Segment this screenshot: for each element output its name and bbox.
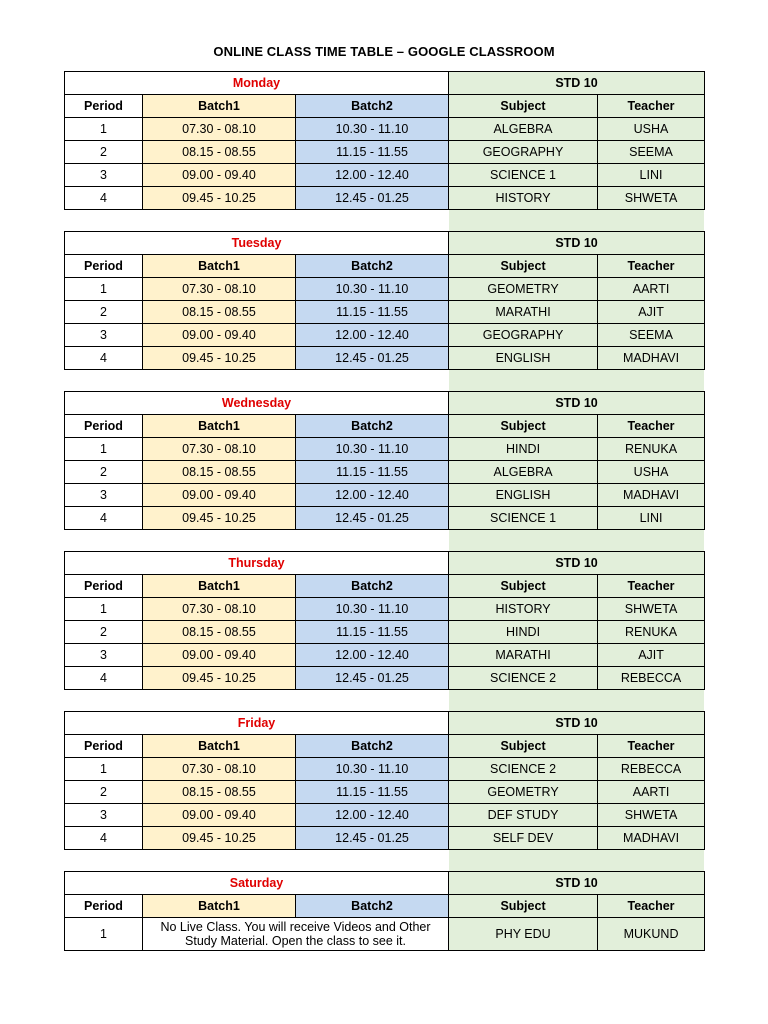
period-number: 4: [65, 347, 143, 370]
table-row: [65, 187, 705, 210]
table-row: [65, 438, 705, 461]
header-batch1: Batch1: [143, 895, 296, 918]
subject-cell: HISTORY: [449, 187, 598, 210]
period-number: 4: [65, 507, 143, 530]
std-label: STD 10: [449, 872, 705, 895]
table-row: [65, 278, 705, 301]
batch1-time: 08.15 - 08.55: [143, 141, 296, 164]
subject-cell: GEOGRAPHY: [449, 324, 598, 347]
batch1-time: 09.45 - 10.25: [143, 187, 296, 210]
table-row: [65, 644, 705, 667]
batch1-time: 09.45 - 10.25: [143, 667, 296, 690]
day-name: Thursday: [65, 552, 449, 575]
batch1-time: 09.00 - 09.40: [143, 164, 296, 187]
batch2-time: 10.30 - 11.10: [296, 598, 449, 621]
subject-cell: SELF DEV: [449, 827, 598, 850]
teacher-cell: MADHAVI: [598, 484, 705, 507]
batch2-time: 10.30 - 11.10: [296, 118, 449, 141]
day-name: Saturday: [65, 872, 449, 895]
batch1-time: 09.00 - 09.40: [143, 804, 296, 827]
period-number: 1: [65, 278, 143, 301]
table-row: [65, 827, 705, 850]
table-row: [65, 621, 705, 644]
header-batch1: Batch1: [143, 575, 296, 598]
table-row: [65, 164, 705, 187]
subject-cell: PHY EDU: [449, 918, 598, 951]
subject-cell: SCIENCE 1: [449, 507, 598, 530]
subject-cell: HINDI: [449, 438, 598, 461]
subject-cell: ALGEBRA: [449, 461, 598, 484]
header-teacher: Teacher: [598, 895, 705, 918]
batch2-time: 12.45 - 01.25: [296, 667, 449, 690]
header-batch2: Batch2: [296, 95, 449, 118]
timetable-tuesday: [64, 231, 705, 370]
header-batch1: Batch1: [143, 415, 296, 438]
period-number: 4: [65, 187, 143, 210]
teacher-cell: LINI: [598, 164, 705, 187]
header-batch2: Batch2: [296, 255, 449, 278]
period-number: 2: [65, 781, 143, 804]
period-number: 4: [65, 827, 143, 850]
teacher-cell: AARTI: [598, 781, 705, 804]
period-number: 4: [65, 667, 143, 690]
header-period: Period: [65, 255, 143, 278]
batch2-time: 12.45 - 01.25: [296, 187, 449, 210]
period-number: 1: [65, 918, 143, 951]
header-teacher: Teacher: [598, 735, 705, 758]
batch2-time: 10.30 - 11.10: [296, 438, 449, 461]
batch1-time: 09.45 - 10.25: [143, 347, 296, 370]
teacher-cell: MADHAVI: [598, 347, 705, 370]
std-label: STD 10: [449, 712, 705, 735]
period-number: 1: [65, 438, 143, 461]
header-batch2: Batch2: [296, 735, 449, 758]
table-row: [65, 301, 705, 324]
batch2-time: 11.15 - 11.55: [296, 621, 449, 644]
teacher-cell: RENUKA: [598, 621, 705, 644]
subject-cell: GEOMETRY: [449, 278, 598, 301]
subject-cell: SCIENCE 1: [449, 164, 598, 187]
period-number: 2: [65, 621, 143, 644]
batch2-time: 10.30 - 11.10: [296, 278, 449, 301]
header-subject: Subject: [449, 255, 598, 278]
day-name: Monday: [65, 72, 449, 95]
batch2-time: 12.45 - 01.25: [296, 347, 449, 370]
header-subject: Subject: [449, 95, 598, 118]
batch2-time: 10.30 - 11.10: [296, 758, 449, 781]
batch1-time: 08.15 - 08.55: [143, 461, 296, 484]
table-row: [65, 484, 705, 507]
batch2-time: 12.45 - 01.25: [296, 827, 449, 850]
std-label: STD 10: [449, 552, 705, 575]
teacher-cell: MUKUND: [598, 918, 705, 951]
subject-cell: MARATHI: [449, 301, 598, 324]
header-period: Period: [65, 95, 143, 118]
batch1-time: 09.00 - 09.40: [143, 644, 296, 667]
note-line-1: No Live Class. You will receive Videos and Other: [160, 920, 431, 934]
note-line-2: Study Material. Open the class to see it.: [185, 934, 406, 948]
batch1-time: 07.30 - 08.10: [143, 118, 296, 141]
day-name: Tuesday: [65, 232, 449, 255]
subject-cell: DEF STUDY: [449, 804, 598, 827]
teacher-cell: SHWETA: [598, 804, 705, 827]
batch2-time: 12.00 - 12.40: [296, 164, 449, 187]
header-period: Period: [65, 575, 143, 598]
timetable-wednesday: [64, 391, 705, 530]
std-label: STD 10: [449, 72, 705, 95]
period-number: 3: [65, 164, 143, 187]
period-number: 2: [65, 141, 143, 164]
batch2-time: 11.15 - 11.55: [296, 141, 449, 164]
teacher-cell: LINI: [598, 507, 705, 530]
teacher-cell: SEEMA: [598, 141, 705, 164]
batch1-time: 07.30 - 08.10: [143, 438, 296, 461]
teacher-cell: USHA: [598, 461, 705, 484]
batch1-time: 07.30 - 08.10: [143, 278, 296, 301]
batch1-time: 08.15 - 08.55: [143, 781, 296, 804]
batch2-time: 12.00 - 12.40: [296, 484, 449, 507]
period-number: 2: [65, 301, 143, 324]
header-teacher: Teacher: [598, 255, 705, 278]
day-name: Friday: [65, 712, 449, 735]
header-teacher: Teacher: [598, 415, 705, 438]
period-number: 3: [65, 804, 143, 827]
timetable-saturday: [64, 871, 705, 951]
table-row: [65, 667, 705, 690]
subject-cell: SCIENCE 2: [449, 758, 598, 781]
teacher-cell: SHWETA: [598, 598, 705, 621]
batch1-time: 08.15 - 08.55: [143, 301, 296, 324]
teacher-cell: MADHAVI: [598, 827, 705, 850]
day-name: Wednesday: [65, 392, 449, 415]
subject-cell: HINDI: [449, 621, 598, 644]
batch2-time: 12.00 - 12.40: [296, 324, 449, 347]
teacher-cell: AARTI: [598, 278, 705, 301]
subject-cell: ENGLISH: [449, 484, 598, 507]
header-batch2: Batch2: [296, 895, 449, 918]
header-subject: Subject: [449, 895, 598, 918]
period-number: 3: [65, 324, 143, 347]
batch1-time: 09.45 - 10.25: [143, 827, 296, 850]
teacher-cell: USHA: [598, 118, 705, 141]
period-number: 1: [65, 118, 143, 141]
teacher-cell: AJIT: [598, 301, 705, 324]
teacher-cell: AJIT: [598, 644, 705, 667]
table-row: [65, 347, 705, 370]
subject-cell: SCIENCE 2: [449, 667, 598, 690]
std-label: STD 10: [449, 232, 705, 255]
table-row: [65, 758, 705, 781]
header-batch1: Batch1: [143, 735, 296, 758]
batch1-time: 07.30 - 08.10: [143, 598, 296, 621]
table-row: [65, 324, 705, 347]
header-batch1: Batch1: [143, 95, 296, 118]
teacher-cell: RENUKA: [598, 438, 705, 461]
no-live-class-note: [143, 918, 449, 951]
timetable-monday: [64, 71, 705, 210]
table-row: [65, 804, 705, 827]
header-period: Period: [65, 895, 143, 918]
batch2-time: 11.15 - 11.55: [296, 781, 449, 804]
header-period: Period: [65, 415, 143, 438]
batch1-time: 09.00 - 09.40: [143, 324, 296, 347]
batch1-time: 09.45 - 10.25: [143, 507, 296, 530]
table-row: [65, 507, 705, 530]
batch2-time: 11.15 - 11.55: [296, 301, 449, 324]
batch1-time: 08.15 - 08.55: [143, 621, 296, 644]
timetable-thursday: [64, 551, 705, 690]
batch1-time: 07.30 - 08.10: [143, 758, 296, 781]
batch1-time: 09.00 - 09.40: [143, 484, 296, 507]
table-row: [65, 118, 705, 141]
header-teacher: Teacher: [598, 95, 705, 118]
table-row: [65, 781, 705, 804]
header-batch2: Batch2: [296, 415, 449, 438]
table-row: [65, 598, 705, 621]
batch2-time: 11.15 - 11.55: [296, 461, 449, 484]
table-row: [65, 141, 705, 164]
header-batch2: Batch2: [296, 575, 449, 598]
header-subject: Subject: [449, 575, 598, 598]
std-label: STD 10: [449, 392, 705, 415]
header-teacher: Teacher: [598, 575, 705, 598]
timetable-friday: [64, 711, 705, 850]
header-subject: Subject: [449, 415, 598, 438]
batch2-time: 12.00 - 12.40: [296, 644, 449, 667]
period-number: 3: [65, 644, 143, 667]
teacher-cell: SEEMA: [598, 324, 705, 347]
subject-cell: ENGLISH: [449, 347, 598, 370]
subject-cell: MARATHI: [449, 644, 598, 667]
batch2-time: 12.45 - 01.25: [296, 507, 449, 530]
header-batch1: Batch1: [143, 255, 296, 278]
header-subject: Subject: [449, 735, 598, 758]
batch2-time: 12.00 - 12.40: [296, 804, 449, 827]
subject-cell: GEOGRAPHY: [449, 141, 598, 164]
subject-cell: GEOMETRY: [449, 781, 598, 804]
table-row: [65, 461, 705, 484]
header-period: Period: [65, 735, 143, 758]
subject-cell: ALGEBRA: [449, 118, 598, 141]
period-number: 1: [65, 758, 143, 781]
teacher-cell: REBECCA: [598, 667, 705, 690]
teacher-cell: SHWETA: [598, 187, 705, 210]
page-title: ONLINE CLASS TIME TABLE – GOOGLE CLASSROOM: [213, 44, 555, 59]
period-number: 3: [65, 484, 143, 507]
teacher-cell: REBECCA: [598, 758, 705, 781]
period-number: 1: [65, 598, 143, 621]
subject-cell: HISTORY: [449, 598, 598, 621]
period-number: 2: [65, 461, 143, 484]
